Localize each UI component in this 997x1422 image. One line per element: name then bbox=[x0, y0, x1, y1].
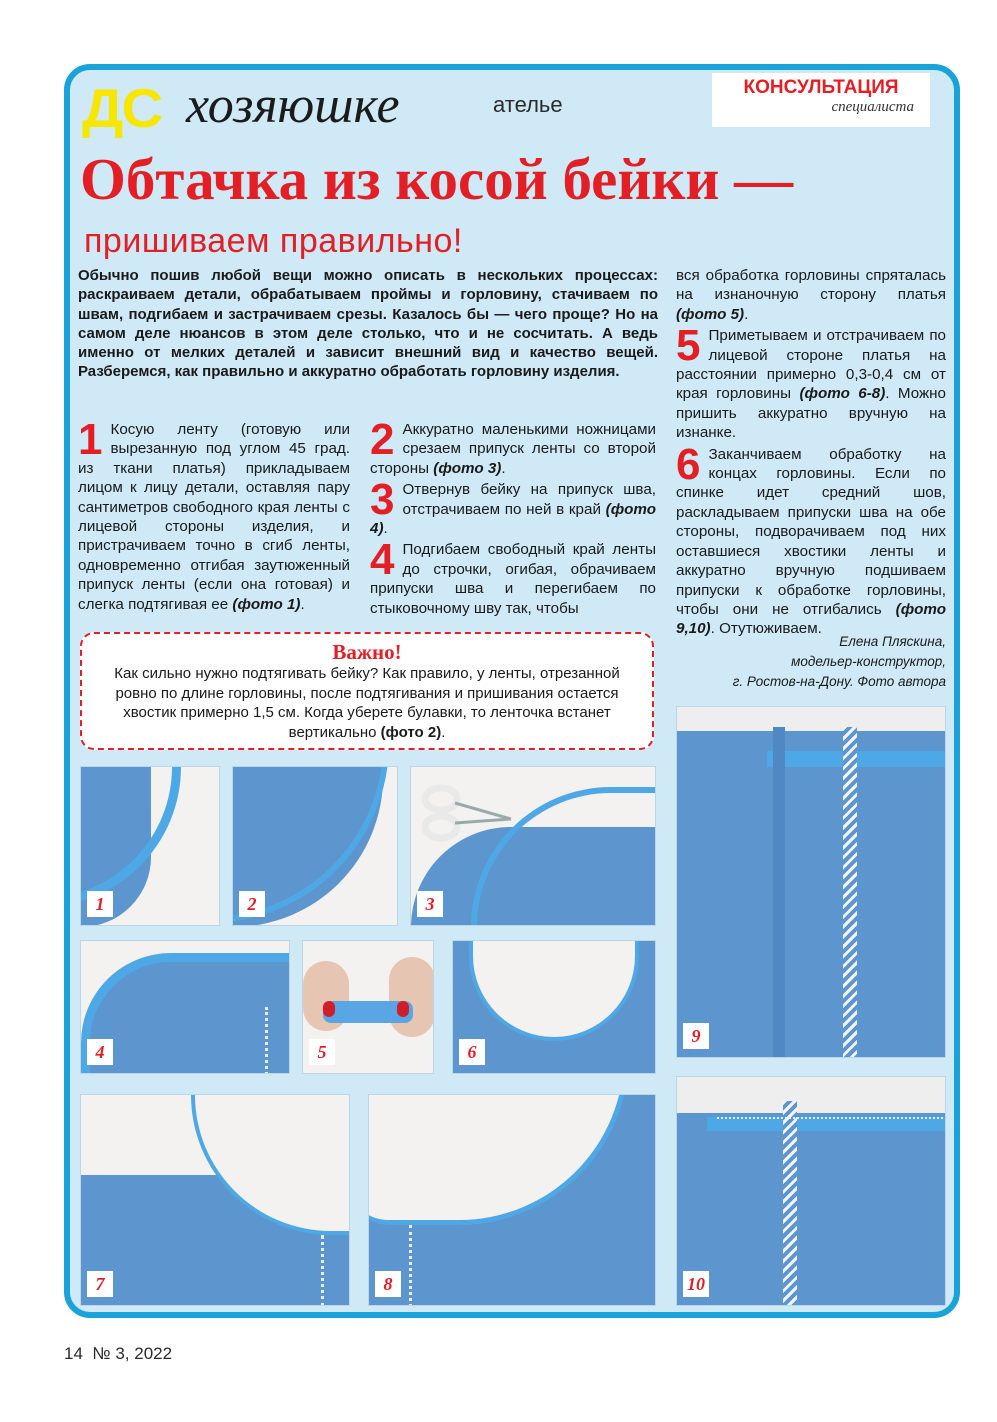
step-text: Заканчиваем обработку на концах горловины. Если по спинке идет средний шов, раскладываем припуски шва на обе стороны, подворачиваем под них оставшиеся хвостики ленты и аккуратно вручную подшиваем припуски к обработке горловины, чтобы они не отгибались bbox=[676, 445, 946, 618]
photo-reference: (фото 9,10) bbox=[676, 600, 946, 638]
step-text: Отвернув бейку на припуск шва, отстрачиваем по ней в край bbox=[402, 481, 656, 518]
page-footer bbox=[64, 1344, 172, 1364]
photo-8 bbox=[368, 1094, 656, 1306]
step-text: Аккуратно маленькими ножницами срезаем припуск ленты со второй стороны bbox=[370, 421, 656, 477]
step-tail: . bbox=[501, 459, 506, 477]
section-name: ателье bbox=[493, 92, 563, 117]
step-5 bbox=[676, 321, 946, 442]
step-tail: . Можно пришить аккуратно вручную на изнанке. bbox=[676, 385, 946, 442]
photo-number: 6 bbox=[459, 1039, 485, 1065]
text-column-2 bbox=[370, 415, 656, 620]
photo-9 bbox=[676, 706, 946, 1058]
step-3 bbox=[370, 475, 656, 538]
step-6 bbox=[676, 439, 946, 639]
badge-title: КОНСУЛЬТАЦИЯ bbox=[743, 77, 899, 98]
step-tail: . bbox=[300, 595, 305, 613]
photo-number: 2 bbox=[239, 891, 265, 917]
photo-reference: (фото 5) bbox=[676, 305, 745, 323]
photo-number: 5 bbox=[309, 1039, 335, 1065]
step-number: 4 bbox=[370, 535, 395, 585]
note-body bbox=[82, 664, 652, 742]
step-tail: . bbox=[744, 305, 749, 323]
photo-6 bbox=[452, 940, 656, 1074]
step-tail: . bbox=[383, 520, 388, 538]
step-number: 6 bbox=[676, 439, 701, 489]
step-tail: . Отутюживаем. bbox=[710, 620, 822, 638]
note-title: Важно! bbox=[332, 640, 402, 664]
photo-reference: (фото 3) bbox=[433, 459, 502, 477]
step-text: Приметываем и отстрачиваем по лицевой стороне платья на расстоянии примерно 0,3-0,4 см от края горловины bbox=[676, 327, 946, 403]
photo-number: 7 bbox=[87, 1271, 113, 1297]
step-number: 5 bbox=[676, 321, 701, 371]
photo-4 bbox=[80, 940, 290, 1074]
photo-reference: (фото 1) bbox=[232, 595, 301, 613]
article-title: Обтачка из косой бейки — bbox=[80, 146, 794, 212]
step-text: вся обработка горловины спряталась на изнаночную сторону платья bbox=[676, 267, 946, 304]
note-tail: . bbox=[441, 723, 446, 741]
photo-number: 10 bbox=[683, 1271, 709, 1297]
magazine-logo-mark: ДС bbox=[82, 77, 162, 140]
step-number: 3 bbox=[370, 475, 395, 525]
photo-reference: (фото 6-8) bbox=[799, 385, 886, 403]
step-1 bbox=[78, 415, 350, 614]
step-2 bbox=[370, 415, 656, 478]
author-name: Елена Пляскина, bbox=[839, 634, 946, 649]
author-place: г. Ростов-на-Дону. Фото автора bbox=[732, 674, 946, 689]
page-number: 14 bbox=[64, 1344, 83, 1363]
issue-info: № 3, 2022 bbox=[92, 1344, 173, 1363]
author-role: модельер-конструктор, bbox=[791, 654, 946, 669]
photo-5 bbox=[302, 940, 434, 1074]
photo-number: 9 bbox=[683, 1023, 709, 1049]
photo-reference: (фото 4) bbox=[370, 500, 656, 538]
photo-number: 3 bbox=[417, 891, 443, 917]
consultation-badge bbox=[712, 73, 930, 127]
step-number: 1 bbox=[78, 415, 103, 464]
step-4-continued bbox=[676, 266, 946, 324]
badge-subtitle: специалиста bbox=[831, 99, 914, 115]
photo-10 bbox=[676, 1076, 946, 1306]
note-text: Как сильно нужно подтягивать бейку? Как правило, у ленты, отрезанной ровно по длине горловины, после подтягивания и пришивания остается хвостик примерно 1,5 см. Когда уберете булавки, то ленточка встанет вертикально bbox=[114, 665, 620, 741]
photo-number: 1 bbox=[87, 891, 113, 917]
step-4 bbox=[370, 535, 656, 618]
article-subtitle: пришиваем правильно! bbox=[84, 222, 463, 260]
important-note bbox=[80, 632, 654, 750]
photo-number: 8 bbox=[375, 1271, 401, 1297]
photo-1 bbox=[80, 766, 220, 926]
scissors-icon bbox=[419, 781, 515, 845]
photo-number: 4 bbox=[87, 1039, 113, 1065]
text-column-3 bbox=[676, 266, 946, 641]
step-text: Косую ленту (готовую или вырезанную под углом 45 град. из ткани платья) прикладываем лицом к лицу детали, оставляя пару сантиметров свободного края ленты с лицевой стороны изделия, и пристрачиваем точно в сгиб ленты, одновременно отгибая заутюженный припуск ленты (если она готовая) и слегка подтягивая ее bbox=[78, 421, 350, 613]
step-text: Подгибаем свободный край ленты до строчки, огибая, обрачиваем припуски шва и перегибаем по стыковочному шву так, чтобы bbox=[370, 541, 656, 617]
photo-7 bbox=[80, 1094, 350, 1306]
text-column-1 bbox=[78, 415, 350, 616]
magazine-logo-word: хозяюшке bbox=[186, 77, 400, 134]
intro-paragraph: Обычно пошив любой вещи можно описать в нескольких процессах: раскраиваем детали, обрабатываем проймы и горловину, стачиваем по швам, подгибаем и застрачиваем срезы. Казалось бы — чего проще? Но на самом деле нюансов в этом деле столько, что и не сосчитать. А ведь именно от мелких деталей и зависит внешний вид и качество вещей. Разберемся, как правильно и аккуратно обработать горловину изделия. bbox=[78, 267, 658, 381]
step-number: 2 bbox=[370, 415, 395, 464]
author-credit bbox=[676, 632, 946, 692]
photo-reference: (фото 2) bbox=[380, 723, 442, 741]
photo-2 bbox=[232, 766, 398, 926]
photo-3 bbox=[410, 766, 656, 926]
